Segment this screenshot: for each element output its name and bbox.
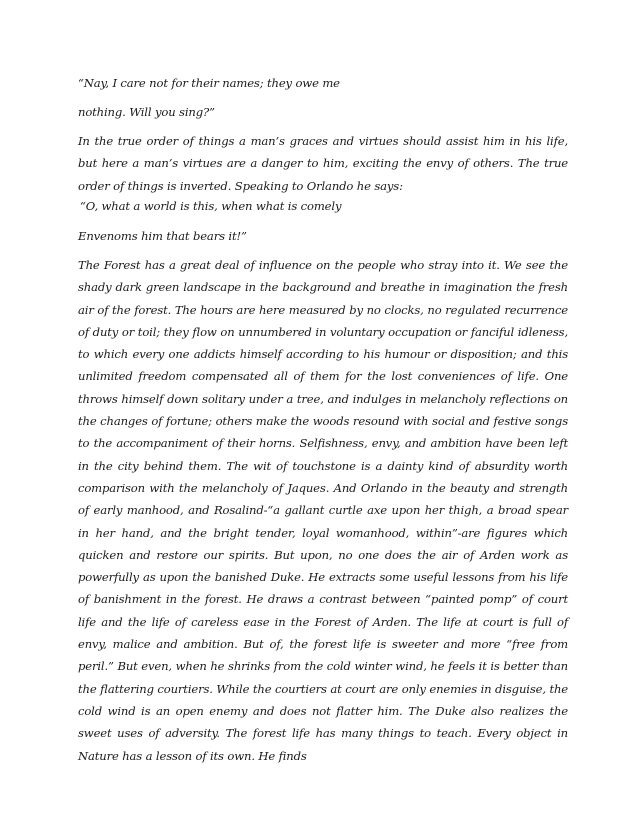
paragraph-forest: The Forest has a great deal of influence on the people who stray into it. We see the shady dark green landscape in the background and breathe in imagination the fresh air of the forest. The hours are here measured by no clocks, no regulated recurrence of duty or toil; they flow on unnumbered in voluntary occupation or fanciful idleness, to which every one addicts himself according to his humour or disposition; and this unlimited freedom compensated all of them for the lost conveniences of life. One throws himself down solitary under a tree, and indulges in melancholy reflections on the changes of fortune; others make the woods resound with social and festive songs to the accompaniment of their horns. Selfishness, envy, and ambition have been left in the city behind them. The wit of touchstone is a dainty kind of absurdity worth comparison with the melancholy of Jaques. And Orlando in the beauty and strength of early manhood, and Rosalind-“a gallant curtle axe upon her thigh, a broad spear in her hand, and the bright tender, loyal womanhood, within”-are figures which quicken and restore our spirits. But upon, no one does the air of Arden work as powerfully as upon the banished Duke. He extracts some useful lessons from his life of banishment in the forest. He draws a contrast between “painted pomp” of court life and the life of careless ease in the Forest of Arden. The life at court is full of envy, malice and ambition. But of, the forest life is sweeter and more “free from peril.” But even, when he shrinks from the cold winter wind, he feels it is better than the flattering courtiers. While the courtiers at court are only enemies in disguise, the cold wind is an open enemy and does not flatter him. The Duke also realizes the sweet uses of adversity. The forest life has many things to teach. Every object in Nature has a lesson of its own. He finds	[78, 258, 568, 763]
quote-line-1: “Nay, I care not for their names; they owe me	[78, 76, 340, 90]
quote-line-2: nothing. Will you sing?”	[78, 105, 215, 119]
quote-line-3: “O, what a world is this, when what is comely	[80, 199, 342, 213]
quote-line-4: Envenoms him that bears it!”	[78, 229, 247, 243]
paragraph-true-order: In the true order of things a man’s graces and virtues should assist him in his life, but here a man’s virtues are a danger to him, exciting the envy of others. The true order of things is inverted. Speaking to Orlando he says:	[78, 134, 568, 193]
